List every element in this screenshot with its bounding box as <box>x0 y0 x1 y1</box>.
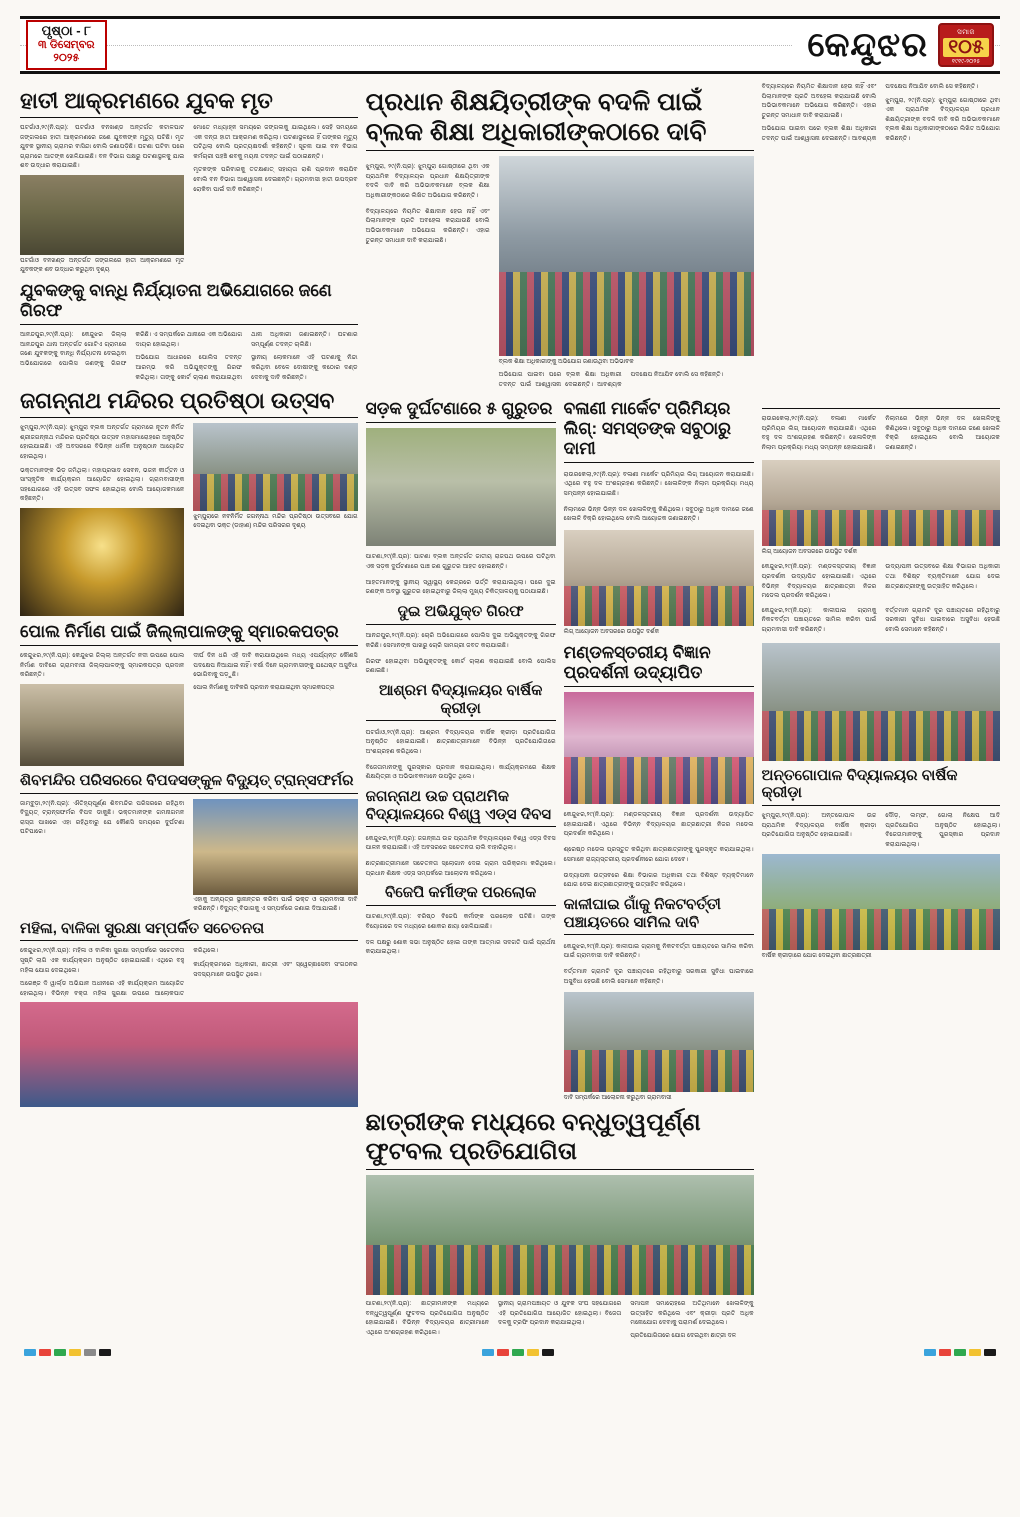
color-bar <box>24 1349 36 1356</box>
paragraph: ଦୀର୍ଘ ଦିନ ଧରି ଏହି ଦାବି କରାଯାଉଥିଲେ ମଧ୍ୟ ଏପର୍ଯ୍ୟନ୍ତ କୌଣସି ପଦକ୍ଷେପ ନିଆଯାଇ ନାହିଁ। ବର୍ଷା ଦିନେ ଗ୍ରାମବାସୀଙ୍କୁ ଯଥେଷ୍ଟ ଅସୁବିଧା ଭୋଗିବାକୁ ପଡ଼ୁଛି। <box>193 652 358 679</box>
photo-league-hall <box>564 530 754 626</box>
headline-science-expo: ମଣ୍ଡଳସ୍ତରୀୟ ବିଜ୍ଞାନ ପ୍ରଦର୍ଶନୀ ଉଦ୍ୟାପିତ <box>564 643 754 687</box>
paragraph: ଝୁମ୍ପୁରା,୨୯(ନି.ପ୍ର): ଝୁମ୍ପୁରା ବ୍ଲକ ଅନ୍ତର୍ଗତ ଗ୍ରାମରେ ନୂତନ ନିର୍ମିତ ଶ୍ରୀଜଗନ୍ନାଥ ମନ୍ଦିରର ପ୍ରତିଷ୍ଠା ଉତ୍ସବ ମହାସମାରୋହରେ ଅନୁଷ୍ଠିତ ହୋଇଯାଇଛି। ଏହି ଅବସରରେ ବିଭିନ୍ନ ଧାର୍ମିକ ଅନୁଷ୍ଠାନ ଆୟୋଜିତ ହୋଇଥିଲା। <box>20 424 185 460</box>
color-bar <box>527 1349 539 1356</box>
paragraph: ଆନନ୍ଦପୁର,୨୯(ନି.ପ୍ର): କେନ୍ଦୁଝର ଜିଲ୍ଲା ଆନନ୍ଦପୁର ଥାନା ଅନ୍ତର୍ଗତ ଗୋଟିଏ ଗ୍ରାମରେ ଜଣେ ଯୁବକଙ୍କୁ ବାନ୍ଧି ନିର୍ଯ୍ୟାତନା ଦେଇଥିବା ଅଭିଯୋଗରେ ପୋଲିସ ଜଣଙ୍କୁ ଗିରଫ କରିଛି। ଏ ସମ୍ପର୍କରେ ଥାନାରେ ଏକ ଅଭିଯୋଗ ଦାୟର ହୋଇଥିଲା। <box>20 331 243 367</box>
headline-panchayat-merge-demand: କାଳୀଘାଇ ଗାଁକୁ ନିକଟବର୍ତ୍ତୀ ପଞ୍ଚାୟତରେ ସାମିଲ ଦାବି <box>564 896 754 935</box>
article-panchayat-merge-demand <box>564 942 754 987</box>
paragraph: ନିଲାମରେ ଭିନ୍ନ ଭିନ୍ନ ଦଳ ଖେଳାଳିଙ୍କୁ କିଣିଥିଲେ। ସବୁଠାରୁ ଅଧିକ ଦାମରେ ଜଣେ ଖେଳାଳି ବିକ୍ରି ହୋଇଥିଲେ ବୋଲି ଆୟୋଜକ ଜଣାଇଛନ୍ତି। <box>563 505 754 523</box>
color-bar <box>984 1349 996 1356</box>
headline-teacher-transfer-demand: ପ୍ରଧାନ ଶିକ୍ଷୟିତ୍ରୀଙ୍କ ବଦଳି ପାଇଁ ବ୍ଲକ ଶିକ୍ଷା ଅଧିକାରୀଙ୍କଠାରେ ଦାବି <box>366 88 754 151</box>
paragraph: ଅଭିଯୋଗ ଆଧାରରେ ପୋଲିସ ତଦନ୍ତ ଆରମ୍ଭ କରି ଅଭିଯୁକ୍ତଙ୍କୁ ଗିରଫ କରିଥିଲା। ତାଙ୍କୁ କୋର୍ଟ ଚାଲାଣ କରାଯାଇଥିବା ଥାନା ଅଧିକାରୀ ଜଣାଇଛନ୍ତି। ଘଟଣାର ସମ୍ପୂର୍ଣ୍ଣ ତଦନ୍ତ ଚାଲିଛି। <box>135 331 358 381</box>
logo-number: ୧୦୫ <box>943 38 989 57</box>
color-bar <box>84 1349 96 1356</box>
paragraph: ଜାମ୍ବୁଡ଼ା,୨୯(ନି.ପ୍ର): ଐତିହ୍ୟପୂର୍ଣ୍ଣ ଶିବମନ୍ଦିର ପରିସରରେ ରହିଥିବା ବିଦ୍ୟୁତ୍ ଟ୍ରାନ୍ସଫର୍ମର ବିପଦ ଡାକୁଛି। ଭକ୍ତମାନଙ୍କ ଗମନାଗମନ ରାସ୍ତା ପାଖରେ ଏହା ରହିଥିବାରୁ ଯେ କୌଣସି ସମୟରେ ଦୁର୍ଘଟଣା ଘଟିପାରେ। <box>20 799 185 836</box>
headline-road-accident: ସଡ଼କ ଦୁର୍ଘଟଣାରେ ୫ ଗୁରୁତର <box>366 399 556 423</box>
article-market-overflow <box>762 414 1000 456</box>
color-bars-center <box>482 1349 554 1356</box>
paragraph: ବିଦ୍ୟାଳୟରେ ନିୟମିତ ଶିକ୍ଷାଦାନ ହେଉ ନାହିଁ ଏବଂ ପିଲାମାନଙ୍କ ପ୍ରତି ଅବହେଳା କରାଯାଉଛି ବୋଲି ଅଭିଭାବକମାନେ ଅଭିଯୋଗ କରିଛନ୍ତି। ଏହାର ତୁରନ୍ତ ସମାଧାନ ଦାବି କରାଯାଇଛି। <box>365 207 490 244</box>
article-bridge-memorandum <box>20 651 358 766</box>
photo-shiva-temple-transformer <box>193 799 357 895</box>
headline-girls-football: ଛାତ୍ରୀଙ୍କ ମଧ୍ୟରେ ବନ୍ଧୁତ୍ୱପୂର୍ଣ୍ଣ ଫୁଟବଲ ପ୍ରତିଯୋଗିତା <box>366 1109 754 1170</box>
caption: ପୋଲ ନିର୍ମାଣକୁ ଦାବିକରି ପ୍ରଦାନ କରାଯାଇଥିବା ସ୍ମାରକପତ୍ର <box>193 684 335 691</box>
photo-women-rally <box>20 1002 358 1107</box>
paragraph: ଛାତ୍ରଛାତ୍ରୀମାନେ ସଚେତନତା ସ୍ଲୋଗାନ ଦେଇ ଗ୍ରାମ ପରିକ୍ରମା କରିଥିଲେ। ପ୍ରଧାନ ଶିକ୍ଷକ ଏଡ୍ସ ସମ୍ପର୍କରେ ଆଲୋଚନା କରିଥିଲେ। <box>365 859 556 877</box>
article-teacher-transfer-left <box>366 156 490 389</box>
photo-league-auction <box>762 460 1000 546</box>
paragraph: ମୃତକଙ୍କ ପରିବାରକୁ ତତକ୍ଷଣାତ୍ ସହାୟତା ରାଶି ପ୍ରଦାନ କରାଯିବ ବୋଲି ବନ ବିଭାଗ ଆଶ୍ୱାସନା ଦେଇଛନ୍ତି। ଗ୍ରାମବାସୀ ହାତୀ ଉପଦ୍ରବ ରୋକିବା ପାଇଁ ଦାବି କରିଛନ୍ତି। <box>193 166 358 193</box>
headline-market-premier-league: ବଳାଣୀ ମାର୍କେଟ ପ୍ରିମିୟର ଲିଗ୍: ସମସ୍ତଙ୍କ ସବୁଠାରୁ ଦାମୀ <box>564 399 754 463</box>
edition-block <box>793 23 994 67</box>
paragraph: ପାଟଣା,୨୯(ନି.ପ୍ର): ଛାତ୍ରୀମାନଙ୍କ ମଧ୍ୟରେ ବନ୍ଧୁତ୍ୱପୂର୍ଣ୍ଣ ଫୁଟବଲ ପ୍ରତିଯୋଗିତା ଅନୁଷ୍ଠିତ ହୋଇଯାଇଛି। ବିଭିନ୍ନ ବିଦ୍ୟାଳୟର ଛାତ୍ରୀମାନେ ଏଥିରେ ଅଂଶଗ୍ରହଣ କରିଥିଲେ। <box>365 1300 489 1336</box>
article-girls-football <box>366 1299 754 1341</box>
article-market-premier-league <box>564 470 754 524</box>
photo-memorandum-handover <box>20 684 184 766</box>
color-bar <box>512 1349 524 1356</box>
column-center <box>366 82 754 1341</box>
article-science-expo-overflow <box>762 562 1000 600</box>
article-gopal-school-sports <box>762 811 1000 849</box>
article-panchayat-overflow <box>762 606 1000 639</box>
date-line-2: ୨୦୨୫ <box>53 51 80 64</box>
article-jagannath-temple <box>20 423 358 616</box>
headline-elephant-attack: ହାତୀ ଆକ୍ରମଣରେ ଯୁବକ ମୃତ <box>20 88 358 118</box>
photo-temple <box>20 508 184 616</box>
paragraph: ବିଦ୍ୟାଳୟରେ ନିୟମିତ ଶିକ୍ଷାଦାନ ହେଉ ନାହିଁ ଏବଂ ପିଲାମାନଙ୍କ ପ୍ରତି ଅବହେଳା କରାଯାଉଛି ବୋଲି ଅଭିଭାବକମାନେ ଅଭିଯୋଗ କରିଛନ୍ତି। ଏହାର ତୁରନ୍ତ ସମାଧାନ ଦାବି କରାଯାଇଛି। <box>761 83 877 119</box>
color-bar <box>954 1349 966 1356</box>
paragraph: ବର୍ତ୍ତମାନ ଗ୍ରାମଟି ଦୂର ପଞ୍ଚାୟତରେ ରହିଥିବାରୁ ସରକାରୀ ସୁବିଧା ପାଇବାରେ ଅସୁବିଧା ହେଉଛି ବୋଲି ସେମାନେ କହିଛନ୍ତି। <box>885 606 1000 634</box>
masthead <box>20 16 1000 74</box>
article-ashram-school-sports <box>366 728 556 782</box>
date-line-1: ୩ ଡିସେମ୍ବର <box>38 39 95 52</box>
caption: ବ୍ଲକ ଶିକ୍ଷା ଅଧିକାରୀଙ୍କୁ ଅଭିଯୋଗ ଜଣାଉଥିବା ଅଭିଭାବକ <box>498 359 634 365</box>
photo-school-sports-ground <box>762 854 1000 950</box>
paragraph: ଅଭିଯୋଗ ପାଇବା ପରେ ବ୍ଲକ ଶିକ୍ଷା ଅଧିକାରୀ ତଦନ୍ତ ପାଇଁ ଆଶ୍ୱାସନା ଦେଇଛନ୍ତି। ଆବଶ୍ୟକ ପଦକ୍ଷେପ ନିଆଯିବ ବୋଲି ସେ କହିଛନ୍ତି। <box>498 371 724 388</box>
headline-women-safety: ମହିଳା, ବାଳିକା ସୁରକ୍ଷା ସମ୍ପର୍କିତ ସଚେତନତା <box>20 920 358 942</box>
paragraph: କେନ୍ଦୁଝର,୨୯(ନି.ପ୍ର): କେନ୍ଦୁଝର ଜିଲ୍ଲା ଅନ୍ତର୍ଗତ ନଦୀ ଉପରେ ପୋଲ ନିର୍ମାଣ ଦାବିରେ ଗ୍ରାମବାସୀ ଜିଲ୍ଲାପାଳଙ୍କୁ ସ୍ମାରକପତ୍ର ପ୍ରଦାନ କରିଛନ୍ତି। <box>20 652 185 679</box>
headline-ashram-school-sports: ଆଶ୍ରମ ବିଦ୍ୟାଳୟର ବାର୍ଷିକ କ୍ରୀଡ଼ା <box>366 682 556 721</box>
paragraph: ନିଲାମରେ ଭିନ୍ନ ଭିନ୍ନ ଦଳ ଖେଳାଳିଙ୍କୁ କିଣିଥିଲେ। ସବୁଠାରୁ ଅଧିକ ଦାମରେ ଜଣେ ଖେଳାଳି ବିକ୍ରି ହୋଇଥିଲେ ବୋଲି ଆୟୋଜକ ଜଣାଇଛନ୍ତି। <box>885 415 1000 451</box>
paragraph: ଉଦ୍ୟାପନୀ ଉତ୍ସବରେ ଶିକ୍ଷା ବିଭାଗର ଅଧିକାରୀ ତଥା ବିଶିଷ୍ଟ ବ୍ୟକ୍ତିମାନେ ଯୋଗ ଦେଇ ଛାତ୍ରଛାତ୍ରୀଙ୍କୁ ଉତ୍ସାହିତ କରିଥିଲେ। <box>563 871 754 889</box>
paragraph: ସ୍ଥାନୀୟ ଗ୍ରାମପଞ୍ଚାୟତ ଓ ଯୁବକ ସଂଘ ସହଯୋଗରେ ଏହି ପ୍ରତିଯୋଗିତା ଆୟୋଜିତ ହୋଇଥିଲା। ବିଜେତା ଦଳକୁ ଟ୍ରଫି ପ୍ରଦାନ କରାଯାଇଥିଲା। <box>497 1300 622 1327</box>
caption: ଘଟଗାଁଓ ବନଖଣ୍ଡ ଅନ୍ତର୍ଗତ ଜଙ୍ଗଲରେ ହାତୀ ଆକ୍ରମଣରେ ମୃତ ଯୁବକଙ୍କ ଶବ ଉଦ୍ଧାର କରୁଥିବା ଦୃଶ୍ୟ <box>20 258 185 273</box>
paragraph: ରାଉରକେଲା,୨୯(ନି.ପ୍ର): ବଳାଣୀ ମାର୍କେଟ ପ୍ରିମିୟର ଲିଗ୍ ଆୟୋଜନ କରାଯାଇଛି। ଏଥିରେ ବହୁ ଦଳ ଅଂଶଗ୍ରହଣ କରିଛନ୍ତି। ଖେଳାଳିଙ୍କ ନିଲାମ ପ୍ରକ୍ରିୟା ମଧ୍ୟ ସମ୍ପନ୍ନ ହୋଇଯାଇଛି। <box>563 470 754 497</box>
article-road-accident <box>366 552 556 597</box>
color-bar <box>924 1349 936 1356</box>
column-right <box>762 82 1000 1341</box>
paragraph: ଦୌଡ଼, ଲମ୍ଫ, ଗୋଲା ନିକ୍ଷେପ ଆଦି ପ୍ରତିଯୋଗିତା ଅନୁଷ୍ଠିତ ହୋଇଥିଲା। ବିଜେତାମାନଙ୍କୁ ପୁରସ୍କାର ପ୍ରଦାନ କରାଯାଇଥିଲା। <box>885 812 1000 848</box>
color-bar <box>99 1349 111 1356</box>
paragraph: ଘଟଗାଁଓ,୨୯(ନି.ପ୍ର): ଆଶ୍ରମ ବିଦ୍ୟାଳୟର ବାର୍ଷିକ କ୍ରୀଡ଼ା ପ୍ରତିଯୋଗିତା ଅନୁଷ୍ଠିତ ହୋଇଯାଇଛି। ଛାତ୍ରଛାତ୍ରୀମାନେ ବିଭିନ୍ନ ପ୍ରତିଯୋଗିତାରେ ଅଂଶଗ୍ରହଣ କରିଥିଲେ। <box>365 728 556 755</box>
headline-bridge-memorandum: ପୋଲ ନିର୍ମାଣ ପାଇଁ ଜିଲ୍ଲାପାଳଙ୍କୁ ସ୍ମାରକପତ୍ର <box>20 622 358 646</box>
color-registration-bars <box>20 1349 1000 1356</box>
paragraph: ଝୁମ୍ପୁରା, ୨୯(ନି.ପ୍ର): ଝୁମ୍ପୁରା ଗୋଷ୍ଠୀରେ ଥିବା ଏକ ପ୍ରାଥମିକ ବିଦ୍ୟାଳୟର ପ୍ରଧାନ ଶିକ୍ଷୟିତ୍ରୀଙ୍କ ବଦଳି ଦାବି କରି ଅଭିଭାବକମାନେ ବ୍ଲକ ଶିକ୍ଷା ଅଧିକାରୀଙ୍କଠାରେ ଲିଖିତ ଅଭିଯୋଗ କରିଛନ୍ତି। <box>365 163 490 200</box>
color-bar <box>39 1349 51 1356</box>
edition-title: କେନ୍ଦୁଝର <box>807 25 928 64</box>
paragraph: ଉଦ୍ୟାପନୀ ଉତ୍ସବରେ ଶିକ୍ଷା ବିଭାଗର ଅଧିକାରୀ ତଥା ବିଶିଷ୍ଟ ବ୍ୟକ୍ତିମାନେ ଯୋଗ ଦେଇ ଛାତ୍ରଛାତ୍ରୀଙ୍କୁ ଉତ୍ସାହିତ କରିଥିଲେ। <box>885 563 1000 590</box>
photo-panchayat-villagers <box>762 643 1000 761</box>
paragraph: କେନ୍ଦୁଝର,୨୯(ନି.ପ୍ର): ମଣ୍ଡଳସ୍ତରୀୟ ବିଜ୍ଞାନ ପ୍ରଦର୍ଶନୀ ଉଦ୍ୟାପିତ ହୋଇଯାଇଛି। ଏଥିରେ ବିଭିନ୍ନ ବିଦ୍ୟାଳୟର ଛାତ୍ରଛାତ୍ରୀ ନିଜର ମଡେଲ ପ୍ରଦର୍ଶନ କରିଥିଲେ। <box>563 811 754 838</box>
paragraph: ବିଜେତାମାନଙ୍କୁ ପୁରସ୍କାର ପ୍ରଦାନ କରାଯାଇଥିଲା। କାର୍ଯ୍ୟକ୍ରମରେ ଶିକ୍ଷକ ଶିକ୍ଷୟିତ୍ରୀ ଓ ଅଭିଭାବକମାନେ ଉପସ୍ଥିତ ଥିଲେ। <box>365 763 556 781</box>
logo-years: ୧୯୧୯-୨୦୨୫ <box>951 59 981 65</box>
paragraph: ଭକ୍ତମାନଙ୍କ ଭିଡ଼ ଜମିଥିଲା। ମହାପ୍ରସାଦ ସେବନ, ଭଜନ କୀର୍ତ୍ତନ ଓ ସାଂସ୍କୃତିକ କାର୍ଯ୍ୟକ୍ରମ ଆୟୋଜିତ ହୋଇଥିଲା। ଗ୍ରାମବାସୀଙ୍କ ସହଯୋଗରେ ଏହି ଉତ୍ସବ ସଫଳ ହୋଇଥିଲା ବୋଲି ଆୟୋଜକମାନେ କହିଛନ୍ତି। <box>20 466 185 503</box>
photo-temple-crowd <box>193 423 357 511</box>
paragraph: ଶ୍ରେଷ୍ଠ ମଡେଲ ପ୍ରସ୍ତୁତ କରିଥିବା ଛାତ୍ରଛାତ୍ରୀଙ୍କୁ ପୁରସ୍କୃତ କରାଯାଇଥିଲା। ସେମାନେ ରାଜ୍ୟସ୍ତରୀୟ ପ୍ରଦର୍ଶନୀରେ ଯୋଗ ଦେବେ। <box>563 846 754 863</box>
photo-village-gathering <box>564 992 754 1092</box>
headline-transformer-hazard: ଶିବମନ୍ଦିର ପରିସରରେ ବିପଦସଙ୍କୁଳ ବିଦ୍ୟୁତ୍ ଟ୍ରାନ୍ସଫର୍ମର <box>20 772 358 794</box>
paragraph: ଅଭିଯୋଗ ପାଇବା ପରେ ବ୍ଲକ ଶିକ୍ଷା ଅଧିକାରୀ ତଦନ୍ତ ପାଇଁ ଆଶ୍ୱାସନା ଦେଇଛନ୍ତି। ଆବଶ୍ୟକ ପଦକ୍ଷେପ ନିଆଯିବ ବୋଲି ସେ କହିଛନ୍ତି। <box>761 83 979 143</box>
caption: ଲିଗ୍ ଆୟୋଜନ ଅବସରରେ ଉପସ୍ଥିତ ଦର୍ଶକ <box>761 549 858 556</box>
paragraph: କେନ୍ଦୁଝର,୨୯(ନି.ପ୍ର): କାଳୀଘାଇ ଗ୍ରାମକୁ ନିକଟବର୍ତ୍ତୀ ପଞ୍ଚାୟତରେ ସାମିଲ କରିବା ପାଇଁ ଗ୍ରାମବାସୀ ଦାବି କରିଛନ୍ତି। <box>761 606 877 634</box>
page-content <box>20 82 1000 1341</box>
photo-science-expo-stage <box>564 692 754 804</box>
color-bar <box>482 1349 494 1356</box>
paragraph: ବର୍ତ୍ତମାନ ଗ୍ରାମଟି ଦୂର ପଞ୍ଚାୟତରେ ରହିଥିବାରୁ ସରକାରୀ ସୁବିଧା ପାଇବାରେ ଅସୁବିଧା ହେଉଛି ବୋଲି ସେମାନେ କହିଛନ୍ତି। <box>563 968 754 985</box>
caption: ଦାବି ସମ୍ପର୍କରେ ଆଲୋଚନା କରୁଥିବା ଗ୍ରାମବାସୀ <box>563 1095 672 1102</box>
article-bjp-worker-death <box>366 912 556 957</box>
photo-football-teams <box>366 1175 754 1295</box>
article-aids-day <box>366 834 556 879</box>
page-number-box <box>26 20 107 69</box>
paragraph: ଆହତମାନଙ୍କୁ ସ୍ଥାନୀୟ ସ୍ୱାସ୍ଥ୍ୟ କେନ୍ଦ୍ରରେ ଭର୍ତ୍ତି କରାଯାଇଥିଲା। ପରେ ଦୁଇ ଜଣଙ୍କ ଅବସ୍ଥା ଗୁରୁତର ହୋଇଥିବାରୁ ଜିଲ୍ଲା ମୁଖ୍ୟ ଚିକିତ୍ସାଳୟକୁ ପଠାଯାଇଛି। <box>365 578 556 596</box>
article-science-expo <box>564 810 754 890</box>
logo-top-text: ସମାଜ <box>957 29 975 36</box>
article-elephant-attack <box>20 123 358 275</box>
photo-accident-scene <box>366 428 556 546</box>
paragraph: ସ୍ଥାନୀୟ ଲୋକମାନେ ଏହି ଘଟଣାକୁ ନିନ୍ଦା କରିଥିବା ବେଳେ ଦୋଷୀଙ୍କୁ କଠୋର ଦଣ୍ଡ ଦେବାକୁ ଦାବି କରିଛନ୍ତି। <box>251 354 358 381</box>
paragraph: ସମାପନ ସମାରୋହରେ ଅତିଥିମାନେ ଖେଳାଳିଙ୍କୁ ଉତ୍ସାହିତ କରିଥିଲେ ଏବଂ କ୍ରୀଡ଼ା ପ୍ରତି ଅଧିକ ମନୋଯୋଗ ଦେବାକୁ ପରାମର୍ଶ ଦେଇଥିଲେ। <box>630 1300 754 1327</box>
caption: ପ୍ରତିଯୋଗିତାରେ ଯୋଗ ଦେଇଥିବା ଛାତ୍ରୀ ଦଳ <box>630 1332 737 1339</box>
article-teacher-transfer-right <box>499 370 754 389</box>
paragraph: ପାଟଣା,୨୯(ନି.ପ୍ର): ପାଟଣା ବ୍ଲକ ଅନ୍ତର୍ଗତ ଜାତୀୟ ରାଜପଥ ଉପରେ ଘଟିଥିବା ଏକ ସଡ଼କ ଦୁର୍ଘଟଣାରେ ପାଞ୍ଚ ଜଣ ଗୁରୁତର ଆହତ ହୋଇଛନ୍ତି। <box>365 553 556 571</box>
paragraph: ଘଟଗାଁଓ,୨୯(ନି.ପ୍ର): ଘଟଗାଁଓ ବନଖଣ୍ଡ ଅନ୍ତର୍ଗତ କଟାଳପାଟ ଜଙ୍ଗଲରେ ହାତୀ ଆକ୍ରମଣରେ ଜଣେ ଯୁବକଙ୍କ ମୃତ୍ୟୁ ଘଟିଛି। ମୃତ ଯୁବକ ସ୍ଥାନୀୟ ଗ୍ରାମର ବାସିନ୍ଦା ବୋଲି ଜଣାପଡ଼ିଛି। ଘଟଣା ଘଟିବା ପରେ ଗ୍ରାମରେ ଆତଙ୍କ ଖେଳିଯାଇଛି। ବନ ବିଭାଗ ପକ୍ଷରୁ ଘଟଣାସ୍ଥଳକୁ ଯାଇ ଶବ ଉଦ୍ଧାର କରାଯାଇଛି। <box>20 123 185 170</box>
caption: ଝୁମ୍ପୁରାରେ ନବନିର୍ମିତ ଜଗନ୍ନାଥ ମନ୍ଦିର ପ୍ରତିଷ୍ଠା ଉତ୍ସବରେ ଯୋଗ ଦେଇଥିବା ଭକ୍ତ (ଡାହାଣ) ମନ୍ଦିର ପରିସରର ଦୃଶ୍ୟ <box>193 514 358 530</box>
column-left <box>20 82 358 1341</box>
paragraph: ପାଟଣା,୨୯(ନି.ପ୍ର): ବରିଷ୍ଠ ବିଜେପି କର୍ମୀଙ୍କ ପରଲୋକ ଘଟିଛି। ତାଙ୍କ ବିୟୋଗରେ ଦଳ ମଧ୍ୟରେ ଶୋକର ଛାୟା ଖେଳିଯାଇଛି। <box>365 913 556 930</box>
page-label: ପୃଷ୍ଠା - ୮ <box>41 23 91 39</box>
paragraph: ଝୁମ୍ପୁରା, ୨୯(ନି.ପ୍ର): ଝୁମ୍ପୁରା ଗୋଷ୍ଠୀରେ ଥିବା ଏକ ପ୍ରାଥମିକ ବିଦ୍ୟାଳୟର ପ୍ରଧାନ ଶିକ୍ଷୟିତ୍ରୀଙ୍କ ବଦଳି ଦାବି କରି ଅଭିଭାବକମାନେ ବ୍ଲକ ଶିକ୍ଷା ଅଧିକାରୀଙ୍କଠାରେ ଲିଖିତ ଅଭିଯୋଗ କରିଛନ୍ତି। <box>885 96 1000 143</box>
color-bar <box>69 1349 81 1356</box>
anniversary-logo <box>938 23 994 67</box>
color-bar <box>542 1349 554 1356</box>
caption: ଲିଗ୍ ଆୟୋଜନ ଅବସରରେ ଉପସ୍ଥିତ ଦର୍ଶକ <box>563 628 660 635</box>
paragraph: ଅରେଞ୍ଜ ଦି ୱାର୍ଲ୍ଡ ଅଭିଯାନ ଅଧୀନରେ ଏହି କାର୍ଯ୍ୟକ୍ରମ ଆୟୋଜିତ ହୋଇଥିଲା। ବିଭିନ୍ନ ବକ୍ତା ମହିଳା ସୁରକ୍ଷା ଉପରେ ଆଲୋକପାତ କରିଥିଲେ। <box>20 947 219 997</box>
caption: ବାର୍ଷିକ କ୍ରୀଡ଼ାରେ ଯୋଗ ଦେଇଥିବା ଛାତ୍ରଛାତ୍ରୀ <box>761 952 872 959</box>
paragraph: ଗିରଫ ହୋଇଥିବା ଅଭିଯୁକ୍ତଙ୍କୁ କୋର୍ଟ ଚାଲାଣ କରାଯାଇଛି ବୋଲି ପୋଲିସ ଜଣାଇଛି। <box>365 657 556 675</box>
color-bars-left <box>24 1349 111 1356</box>
paragraph: କେନ୍ଦୁଝର,୨୯(ନି.ପ୍ର): କାଳୀଘାଇ ଗ୍ରାମକୁ ନିକଟବର୍ତ୍ତୀ ପଞ୍ଚାୟତରେ ସାମିଲ କରିବା ପାଇଁ ଗ୍ରାମବାସୀ ଦାବି କରିଛନ୍ତି। <box>563 942 754 960</box>
article-two-arrested <box>366 631 556 676</box>
headline-jagannath-temple: ଜଗନ୍ନାଥ ମନ୍ଦିରର ପ୍ରତିଷ୍ଠା ଉତ୍ସବ <box>20 388 358 418</box>
paragraph: କାର୍ଯ୍ୟକ୍ରମରେ ଅଧିକାରୀ, ଛାତ୍ରୀ ଏବଂ ସ୍ୱେଚ୍ଛାସେବୀ ସଂଗଠନର ସଦସ୍ୟମାନେ ଉପସ୍ଥିତ ଥିଲେ। <box>193 961 358 978</box>
paragraph: ଝୁମ୍ପୁରା,୨୯(ନି.ପ୍ର): ଅନ୍ତଗୋପାଳ ଉଚ୍ଚ ପ୍ରାଥମିକ ବିଦ୍ୟାଳୟର ବାର୍ଷିକ କ୍ରୀଡ଼ା ପ୍ରତିଯୋଗିତା ଅନୁଷ୍ଠିତ ହୋଇଯାଇଛି। <box>761 812 877 839</box>
paragraph: କେନ୍ଦୁଝର,୨୯(ନି.ପ୍ର): ମଣ୍ଡଳସ୍ତରୀୟ ବିଜ୍ଞାନ ପ୍ରଦର୍ଶନୀ ଉଦ୍ୟାପିତ ହୋଇଯାଇଛି। ଏଥିରେ ବିଭିନ୍ନ ବିଦ୍ୟାଳୟର ଛାତ୍ରଛାତ୍ରୀ ନିଜର ମଡେଲ ପ୍ରଦର୍ଶନ କରିଥିଲେ। <box>761 563 877 600</box>
paragraph: ଆନନ୍ଦପୁର,୨୯(ନି.ପ୍ର): ଚୋରି ଅଭିଯୋଗରେ ପୋଲିସ ଦୁଇ ଅଭିଯୁକ୍ତଙ୍କୁ ଗିରଫ କରିଛି। ସେମାନଙ୍କ ପାଖରୁ ଚୋରି ସାମଗ୍ରୀ ଜବତ କରାଯାଇଛି। <box>365 632 556 649</box>
color-bar <box>497 1349 509 1356</box>
color-bar <box>939 1349 951 1356</box>
headline-bjp-worker-death: ବିଜେପି କର୍ମୀଙ୍କ ପରଲୋକ <box>366 884 556 906</box>
color-bar <box>969 1349 981 1356</box>
paragraph: କେନ୍ଦୁଝର,୨୯(ନି.ପ୍ର): ଜଗନ୍ନାଥ ଉଚ୍ଚ ପ୍ରାଥମିକ ବିଦ୍ୟାଳୟରେ ବିଶ୍ୱ ଏଡ୍ସ ଦିବସ ପାଳନ କରାଯାଇଛି। ଏହି ଅବସରରେ ସଚେତନତା ରାଲି ବାହାରିଥିଲା। <box>365 834 556 852</box>
divider <box>762 408 1000 409</box>
article-women-safety <box>20 946 358 998</box>
headline-youth-torture-arrest: ଯୁବକଙ୍କୁ ବାନ୍ଧି ନିର୍ଯ୍ୟାତନା ଅଭିଯୋଗରେ ଜଣେ ଗିରଫ <box>20 281 358 325</box>
headline-gopal-school-sports: ଅନ୍ତଗୋପାଳ ବିଦ୍ୟାଳୟର ବାର୍ଷିକ କ୍ରୀଡ଼ା <box>762 767 1000 806</box>
color-bars-right <box>924 1349 996 1356</box>
paragraph: ଏହାକୁ ଅନ୍ୟତ୍ର ସ୍ଥାନାନ୍ତର କରିବା ପାଇଁ ଭକ୍ତ ଓ ଗ୍ରାମବାସୀ ଦାବି କରିଛନ୍ତି। ବିଦ୍ୟୁତ୍ ବିଭାଗକୁ ଏ ସମ୍ପର୍କରେ ଜଣାଇ ଦିଆଯାଇଛି। <box>193 895 358 913</box>
paragraph: ରାଉରକେଲା,୨୯(ନି.ପ୍ର): ବଳାଣୀ ମାର୍କେଟ ପ୍ରିମିୟର ଲିଗ୍ ଆୟୋଜନ କରାଯାଇଛି। ଏଥିରେ ବହୁ ଦଳ ଅଂଶଗ୍ରହଣ କରିଛନ୍ତି। ଖେଳାଳିଙ୍କ ନିଲାମ ପ୍ରକ୍ରିୟା ମଧ୍ୟ ସମ୍ପନ୍ନ ହୋଇଯାଇଛି। <box>761 415 877 451</box>
color-bar <box>54 1349 66 1356</box>
photo-block-education-office <box>499 156 754 356</box>
photo-elephant-scene <box>20 175 184 255</box>
paragraph: ମୋତେ ମଧ୍ୟାହ୍ନ ସମୟରେ ଜଙ୍ଗଲକୁ ଯାଇଥିଲେ। ସେହି ସମୟରେ ଏକ ଦନ୍ତା ହାତୀ ଆକ୍ରମଣ କରିଥିଲା। ଘଟଣାସ୍ଥଳରେ ହିଁ ତାଙ୍କର ମୃତ୍ୟୁ ଘଟିଥିଲା ବୋଲି ପ୍ରତ୍ୟକ୍ଷଦର୍ଶୀ କହିଛନ୍ତି। ସୂଚନା ପାଇ ବନ ବିଭାଗ କର୍ମଚାରୀ ପହଞ୍ଚି ଶବକୁ ମୟନା ତଦନ୍ତ ପାଇଁ ପଠାଇଛନ୍ତି। <box>193 123 358 160</box>
article-transformer-hazard <box>20 799 358 914</box>
article-teacher-transfer-overflow <box>762 82 1000 402</box>
headline-aids-day: ଜଗନ୍ନାଥ ଉଚ୍ଚ ପ୍ରାଥମିକ ବିଦ୍ୟାଳୟରେ ବିଶ୍ୱ ଏଡ୍ସ ଦିବସ <box>366 788 556 827</box>
headline-two-arrested: ଦୁଇ ଅଭିଯୁକ୍ତ ଗିରଫ <box>366 603 556 625</box>
article-youth-torture-arrest <box>20 330 358 382</box>
paragraph: କେନ୍ଦୁଝର,୨୯(ନି.ପ୍ର): ମହିଳା ଓ ବାଳିକା ସୁରକ୍ଷା ସମ୍ପର୍କରେ ସଚେତନତା ସୃଷ୍ଟି ଲାଗି ଏକ କାର୍ଯ୍ୟକ୍ରମ ଅନୁଷ୍ଠିତ ହୋଇଯାଇଛି। ଏଥିରେ ବହୁ ମହିଳା ଯୋଗ ଦେଇଥିଲେ। <box>20 947 185 974</box>
paragraph: ଦଳ ପକ୍ଷରୁ ଶୋକ ସଭା ଅନୁଷ୍ଠିତ ହୋଇ ତାଙ୍କ ଆତ୍ମାର ସଦଗତି ପାଇଁ ପ୍ରାର୍ଥନା କରାଯାଇଥିଲା। <box>365 938 556 956</box>
